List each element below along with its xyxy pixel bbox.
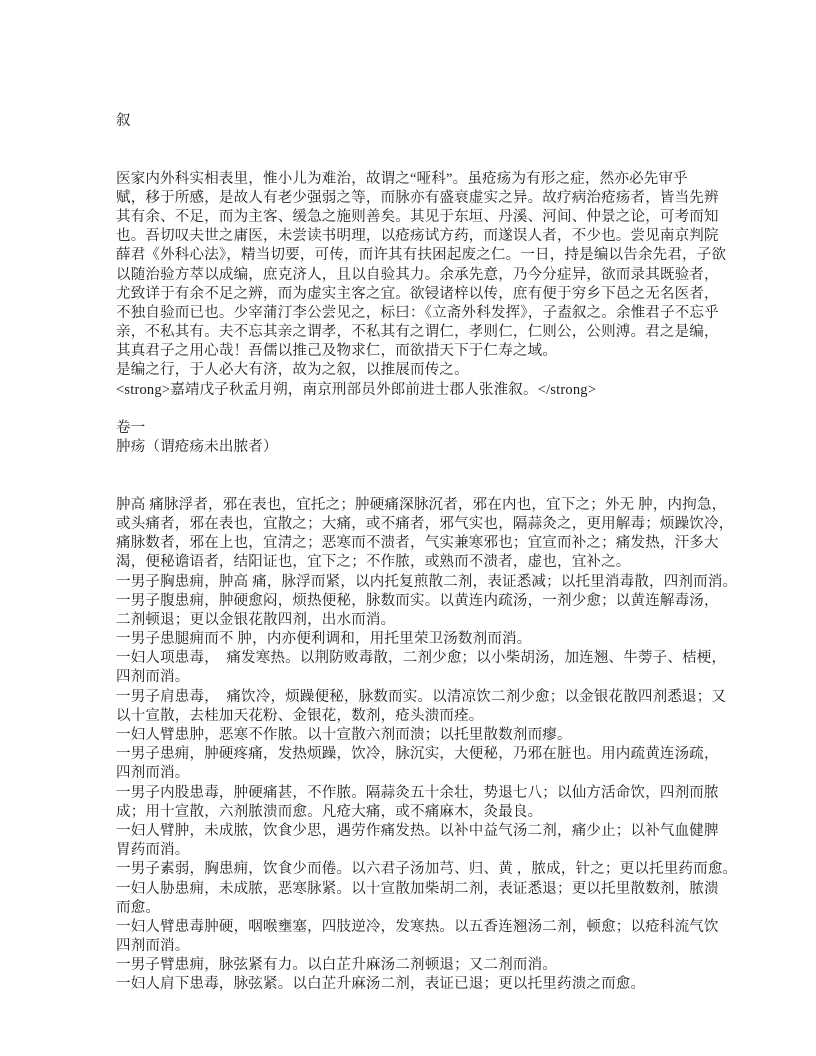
text-line: 不独自验而已也。少宰蒲汀李公尝见之，标曰：《立斋外科发挥》，子盍叙之。余惟君子不忘乎 bbox=[116, 304, 719, 321]
text-line: 肿高 痛脉浮者，邪在表也，宜托之；肿硬痛深脉沉者，邪在内也，宜下之；外无 肿，内拘急， bbox=[116, 496, 727, 513]
chapter-heading: 肿疡（谓疮疡未出脓者） bbox=[116, 439, 278, 456]
text-line: 一男子患痈，肿硬疼痛，发热烦躁，饮冷，脉沉实，大便秘，乃邪在脏也。用内疏黄连汤疏， bbox=[116, 746, 719, 763]
text-line: 一妇人臂患肿，恶寒不作脓。以十宣散六剂而溃；以托里散数剂而瘳。 bbox=[116, 727, 572, 744]
text-line: 四剂而消。 bbox=[116, 765, 190, 782]
text-line: 其真君子之用心哉！吾儒以推己及物求仁，而欲措天下于仁寿之域。 bbox=[116, 343, 557, 360]
text-line: 也。吾切叹夫世之庸医，未尝读书明理，以疮疡试方药，而遂误人者，不少也。尝见南京判院 bbox=[116, 228, 719, 245]
text-line: 渴，便秘谵语者，结阳证也，宜下之；不作脓，或熟而不溃者，虚也，宜补之。 bbox=[116, 554, 631, 571]
text-line: 一男子素弱，胸患痈，饮食少而倦。以六君子汤加芎、归、黄 ，脓成，针之；更以托里药而愈。 bbox=[116, 861, 738, 878]
text-line: 一妇人项患毒， 痛发寒热。以荆防败毒散，二剂少愈；以小柴胡汤，加连翘、牛蒡子、桔梗， bbox=[116, 650, 727, 667]
volume-heading: 卷一 bbox=[116, 420, 146, 437]
preface-heading: 叙 bbox=[116, 113, 131, 129]
text-line: 一男子肩患毒， 痛饮冷，烦躁便秘，脉数而实。以清凉饮二剂少愈；以金银花散四剂悉退；又 bbox=[116, 688, 727, 705]
text-line: 一男子腹患痈，肿硬愈闷，烦热便秘，脉数而实。以黄连内疏汤，一剂少愈；以黄连解毒汤， bbox=[116, 592, 719, 609]
text-line: 一男子胸患痈，肿高 痛，脉浮而紧，以内托复煎散二剂，表证悉减；以托里消毒散，四剂而消。 bbox=[116, 573, 738, 590]
text-line: 或头痛者，邪在表也，宜散之；大痛，或不痛者，邪气实也，隔蒜灸之，更用解毒；烦躁饮冷， bbox=[116, 515, 734, 532]
preface-body bbox=[116, 170, 727, 381]
text-line: 四剂而消。 bbox=[116, 938, 190, 955]
text-line: 其有余、不足，而为主客、缓急之施则善矣。其见于东垣、丹溪、河间、仲景之论，可考而知 bbox=[116, 208, 719, 225]
preface-signature-line: <strong>嘉靖戊子秋孟月朔，南京刑部员外郎前进士郡人张淮叙。</strong> bbox=[116, 381, 597, 398]
text-line: 以随治验方萃以成编，庶克济人，且以自验其力。余承先意，乃今分症异，欲而录其既验者， bbox=[116, 266, 719, 283]
text-line: 四剂而消。 bbox=[116, 669, 190, 686]
text-line: 痛脉数者，邪在上也，宜清之；恶寒而不溃者，气实兼寒邪也；宜宣而补之；痛发热，汗多大 bbox=[116, 535, 719, 552]
text-line: 亲，不私其有。夫不忘其亲之谓孝，不私其有之谓仁，孝则仁，仁则公，公则溥。君之是编， bbox=[116, 324, 719, 341]
text-line: 以十宣散，去桂加天花粉、金银花，数剂，疮头溃而痊。 bbox=[116, 707, 484, 724]
text-line: 是编之行，于人必大有济，故为之叙，以推展而传之。 bbox=[116, 362, 469, 379]
text-line: 一妇人肩下患毒，脉弦紧。以白芷升麻汤二剂，表证已退；更以托里药溃之而愈。 bbox=[116, 976, 646, 993]
text-line: 一男子臂患痈，脉弦紧有力。以白芷升麻汤二剂顿退；又二剂而消。 bbox=[116, 957, 557, 974]
text-line: 一妇人臂肿，未成脓，饮食少思，遇劳作痛发热。以补中益气汤二剂，痛少止；以补气血健脾 bbox=[116, 822, 719, 839]
text-line: 尤致详于有余不足之辨，而为虚实主客之宜。欲锓诸梓以传，庶有便于穷乡下邑之无名医者， bbox=[116, 285, 719, 302]
text-line: 一妇人臂患毒肿硬，咽喉壅塞，四肢逆冷，发寒热。以五香连翘汤二剂，顿愈；以疮科流气饮 bbox=[116, 918, 719, 935]
text-line: 一男子内股患毒，肿硬痛甚，不作脓。隔蒜灸五十余壮，势退七八；以仙方活命饮，四剂而脓 bbox=[116, 784, 719, 801]
text-line: 而愈。 bbox=[116, 899, 161, 916]
text-line: 一男子患腿痈而不 肿，内亦便利调和，用托里荣卫汤数剂而消。 bbox=[116, 631, 532, 648]
chapter-body bbox=[116, 496, 738, 995]
text-line: 赋，移于所感，是故人有老少强弱之等，而脉亦有盛衰虚实之异。故疗病治疮疡者，皆当先辨 bbox=[116, 189, 719, 206]
text-line: 成；用十宣散，六剂脓溃而愈。凡疮大痛，或不痛麻木，灸最良。 bbox=[116, 803, 543, 820]
text-line: 薛君《外科心法》，精当切要，可传，而许其有扶困起废之仁。一日，持是编以告余先君，子欲 bbox=[116, 247, 727, 264]
text-line: 一妇人胁患痈，未成脓，恶寒脉紧。以十宣散加柴胡二剂，表证悉退；更以托里散数剂，脓溃 bbox=[116, 880, 719, 897]
text-line: 医家内外科实相表里，惟小儿为难治，故谓之“哑科”。虽疮疡为有形之症，然亦必先审乎 bbox=[116, 170, 688, 187]
text-line: 二剂顿退；更以金银花散四剂，出水而消。 bbox=[116, 611, 396, 628]
text-line: 胃药而消。 bbox=[116, 842, 190, 859]
